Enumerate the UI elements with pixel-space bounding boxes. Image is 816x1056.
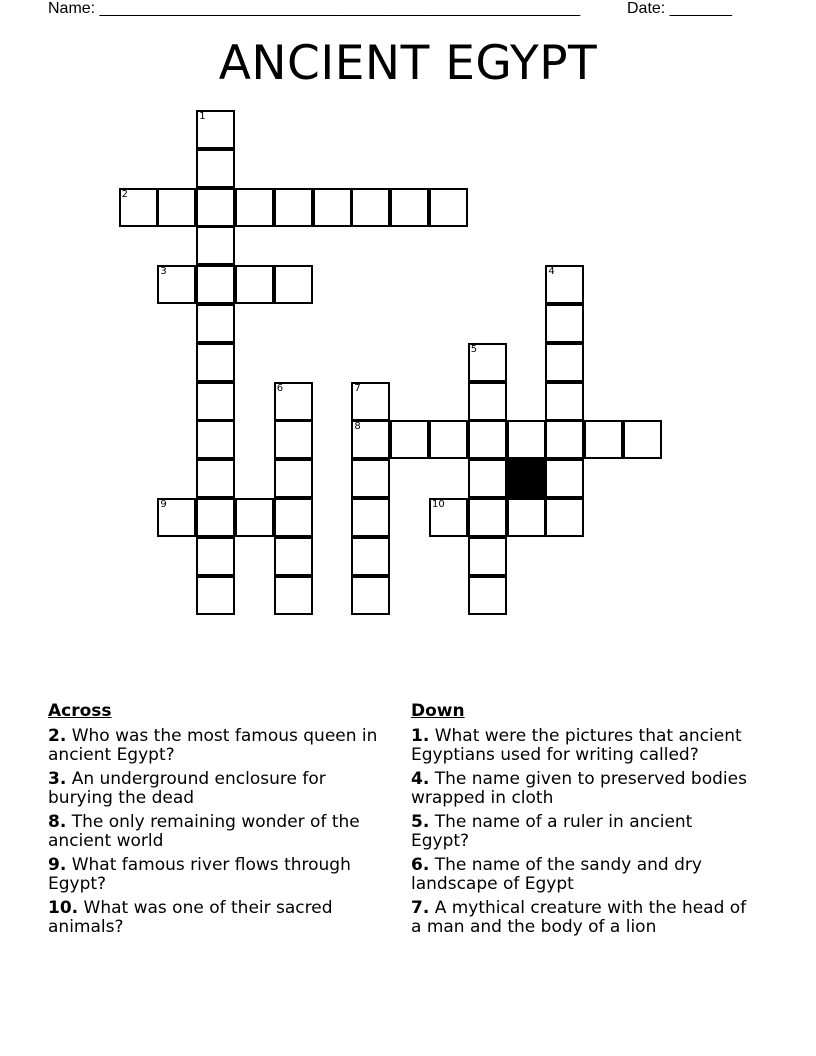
clue-text: An underground enclosure for burying the dead [48,768,326,808]
grid-cell[interactable] [507,420,546,459]
clue-text: What were the pictures that ancient Egyptians used for writing called? [411,725,742,765]
across-clue [48,727,388,766]
grid-cell[interactable] [274,498,313,537]
clue-number: 10 [432,499,445,510]
grid-cell[interactable] [545,265,584,304]
across-clue [48,899,388,938]
across-clues [48,702,388,942]
grid-cell[interactable] [429,188,468,227]
clue-number: 2 [121,188,128,200]
down-clue [411,727,751,766]
clue-text: The name given to preserved bodies wrapped in cloth [411,768,747,808]
grid-cell[interactable] [196,459,235,498]
grid-cell[interactable] [468,420,507,459]
grid-cell[interactable] [545,459,584,498]
clue-number: 1 [199,111,206,122]
clue-num: 5. [411,811,430,832]
clue-number: 9 [160,499,167,510]
grid-cell[interactable] [545,343,584,382]
grid-cell[interactable] [545,382,584,421]
grid-cell[interactable] [157,265,196,304]
clue-text: The only remaining wonder of the ancient world [48,811,360,851]
clue-number: 3 [160,266,167,278]
grid-cell[interactable] [390,188,429,227]
grid-cell[interactable] [196,420,235,459]
down-clue [411,813,751,852]
grid-cell[interactable] [119,188,158,227]
down-clue [411,899,751,938]
date-line: Date: _______ [627,0,732,17]
across-clue [48,770,388,809]
across-clue [48,856,388,895]
grid-cell[interactable] [196,576,235,615]
grid-cell[interactable] [157,188,196,227]
grid-cell[interactable] [157,498,196,537]
grid-cell[interactable] [351,382,390,421]
clue-num: 6. [411,854,430,875]
grid-cell[interactable] [274,382,313,421]
clue-number: 7 [354,382,361,394]
grid-cell[interactable] [468,343,507,382]
clue-num: 9. [48,854,67,875]
grid-cell[interactable] [274,420,313,459]
grid-cell[interactable] [545,420,584,459]
grid-cell[interactable] [351,459,390,498]
grid-cell[interactable] [351,537,390,576]
grid-cell[interactable] [274,459,313,498]
grid-cell[interactable] [468,537,507,576]
grid-cell[interactable] [196,265,235,304]
grid-cell[interactable] [235,265,274,304]
grid-cell[interactable] [196,149,235,188]
name-line: Name: ______________________________________________________ [48,0,581,17]
clue-number: 6 [276,382,284,394]
clue-num: 7. [411,897,430,918]
page-title: ANCIENT EGYPT [218,36,598,91]
down-clues [411,702,751,942]
clue-number: 5 [470,343,478,355]
clue-text: A mythical creature with the head of a man and the body of a lion [411,897,747,937]
grid-cell[interactable] [274,188,313,227]
down-clue [411,856,751,895]
down-clue [411,770,751,809]
grid-cell[interactable] [623,420,662,459]
grid-cell[interactable] [468,576,507,615]
grid-cell[interactable] [274,576,313,615]
grid-cell[interactable] [196,226,235,265]
grid-cell[interactable] [196,537,235,576]
grid-cell[interactable] [274,537,313,576]
grid-cell[interactable] [545,498,584,537]
grid-cell[interactable] [196,304,235,343]
clue-num: 10. [48,897,79,918]
clue-num: 2. [48,725,67,746]
clue-num: 8. [48,811,67,832]
grid-cell[interactable] [313,188,352,227]
grid-cell[interactable] [507,498,546,537]
grid-cell[interactable] [196,382,235,421]
grid-cell[interactable] [196,188,235,227]
clue-text: Who was the most famous queen in ancient Egypt? [48,725,378,765]
grid-cell[interactable] [351,498,390,537]
down-heading: Down [411,701,465,721]
grid-cell[interactable] [584,420,623,459]
grid-cell[interactable] [545,304,584,343]
grid-cell[interactable] [429,420,468,459]
clue-num: 3. [48,768,67,789]
grid-block-cell [507,459,546,498]
clue-num: 1. [411,725,430,746]
grid-cell[interactable] [196,110,235,149]
grid-cell[interactable] [468,498,507,537]
grid-cell[interactable] [274,265,313,304]
across-heading: Across [48,701,112,721]
grid-cell[interactable] [235,188,274,227]
grid-cell[interactable] [235,498,274,537]
grid-cell[interactable] [390,420,429,459]
grid-cell[interactable] [351,576,390,615]
across-clue [48,813,388,852]
clue-text: What famous river flows through Egypt? [48,854,351,894]
clue-number: 8 [354,421,361,433]
grid-cell[interactable] [351,188,390,227]
clue-text: The name of a ruler in ancient Egypt? [411,811,693,851]
grid-cell[interactable] [468,382,507,421]
grid-cell[interactable] [468,459,507,498]
clue-number: 4 [548,266,555,278]
grid-cell[interactable] [196,498,235,537]
clue-text: What was one of their sacred animals? [48,897,333,937]
clue-num: 4. [411,768,430,789]
grid-cell[interactable] [429,498,468,537]
grid-cell[interactable] [351,420,390,459]
clue-text: The name of the sandy and dry landscape of Egypt [411,854,702,894]
grid-cell[interactable] [196,343,235,382]
